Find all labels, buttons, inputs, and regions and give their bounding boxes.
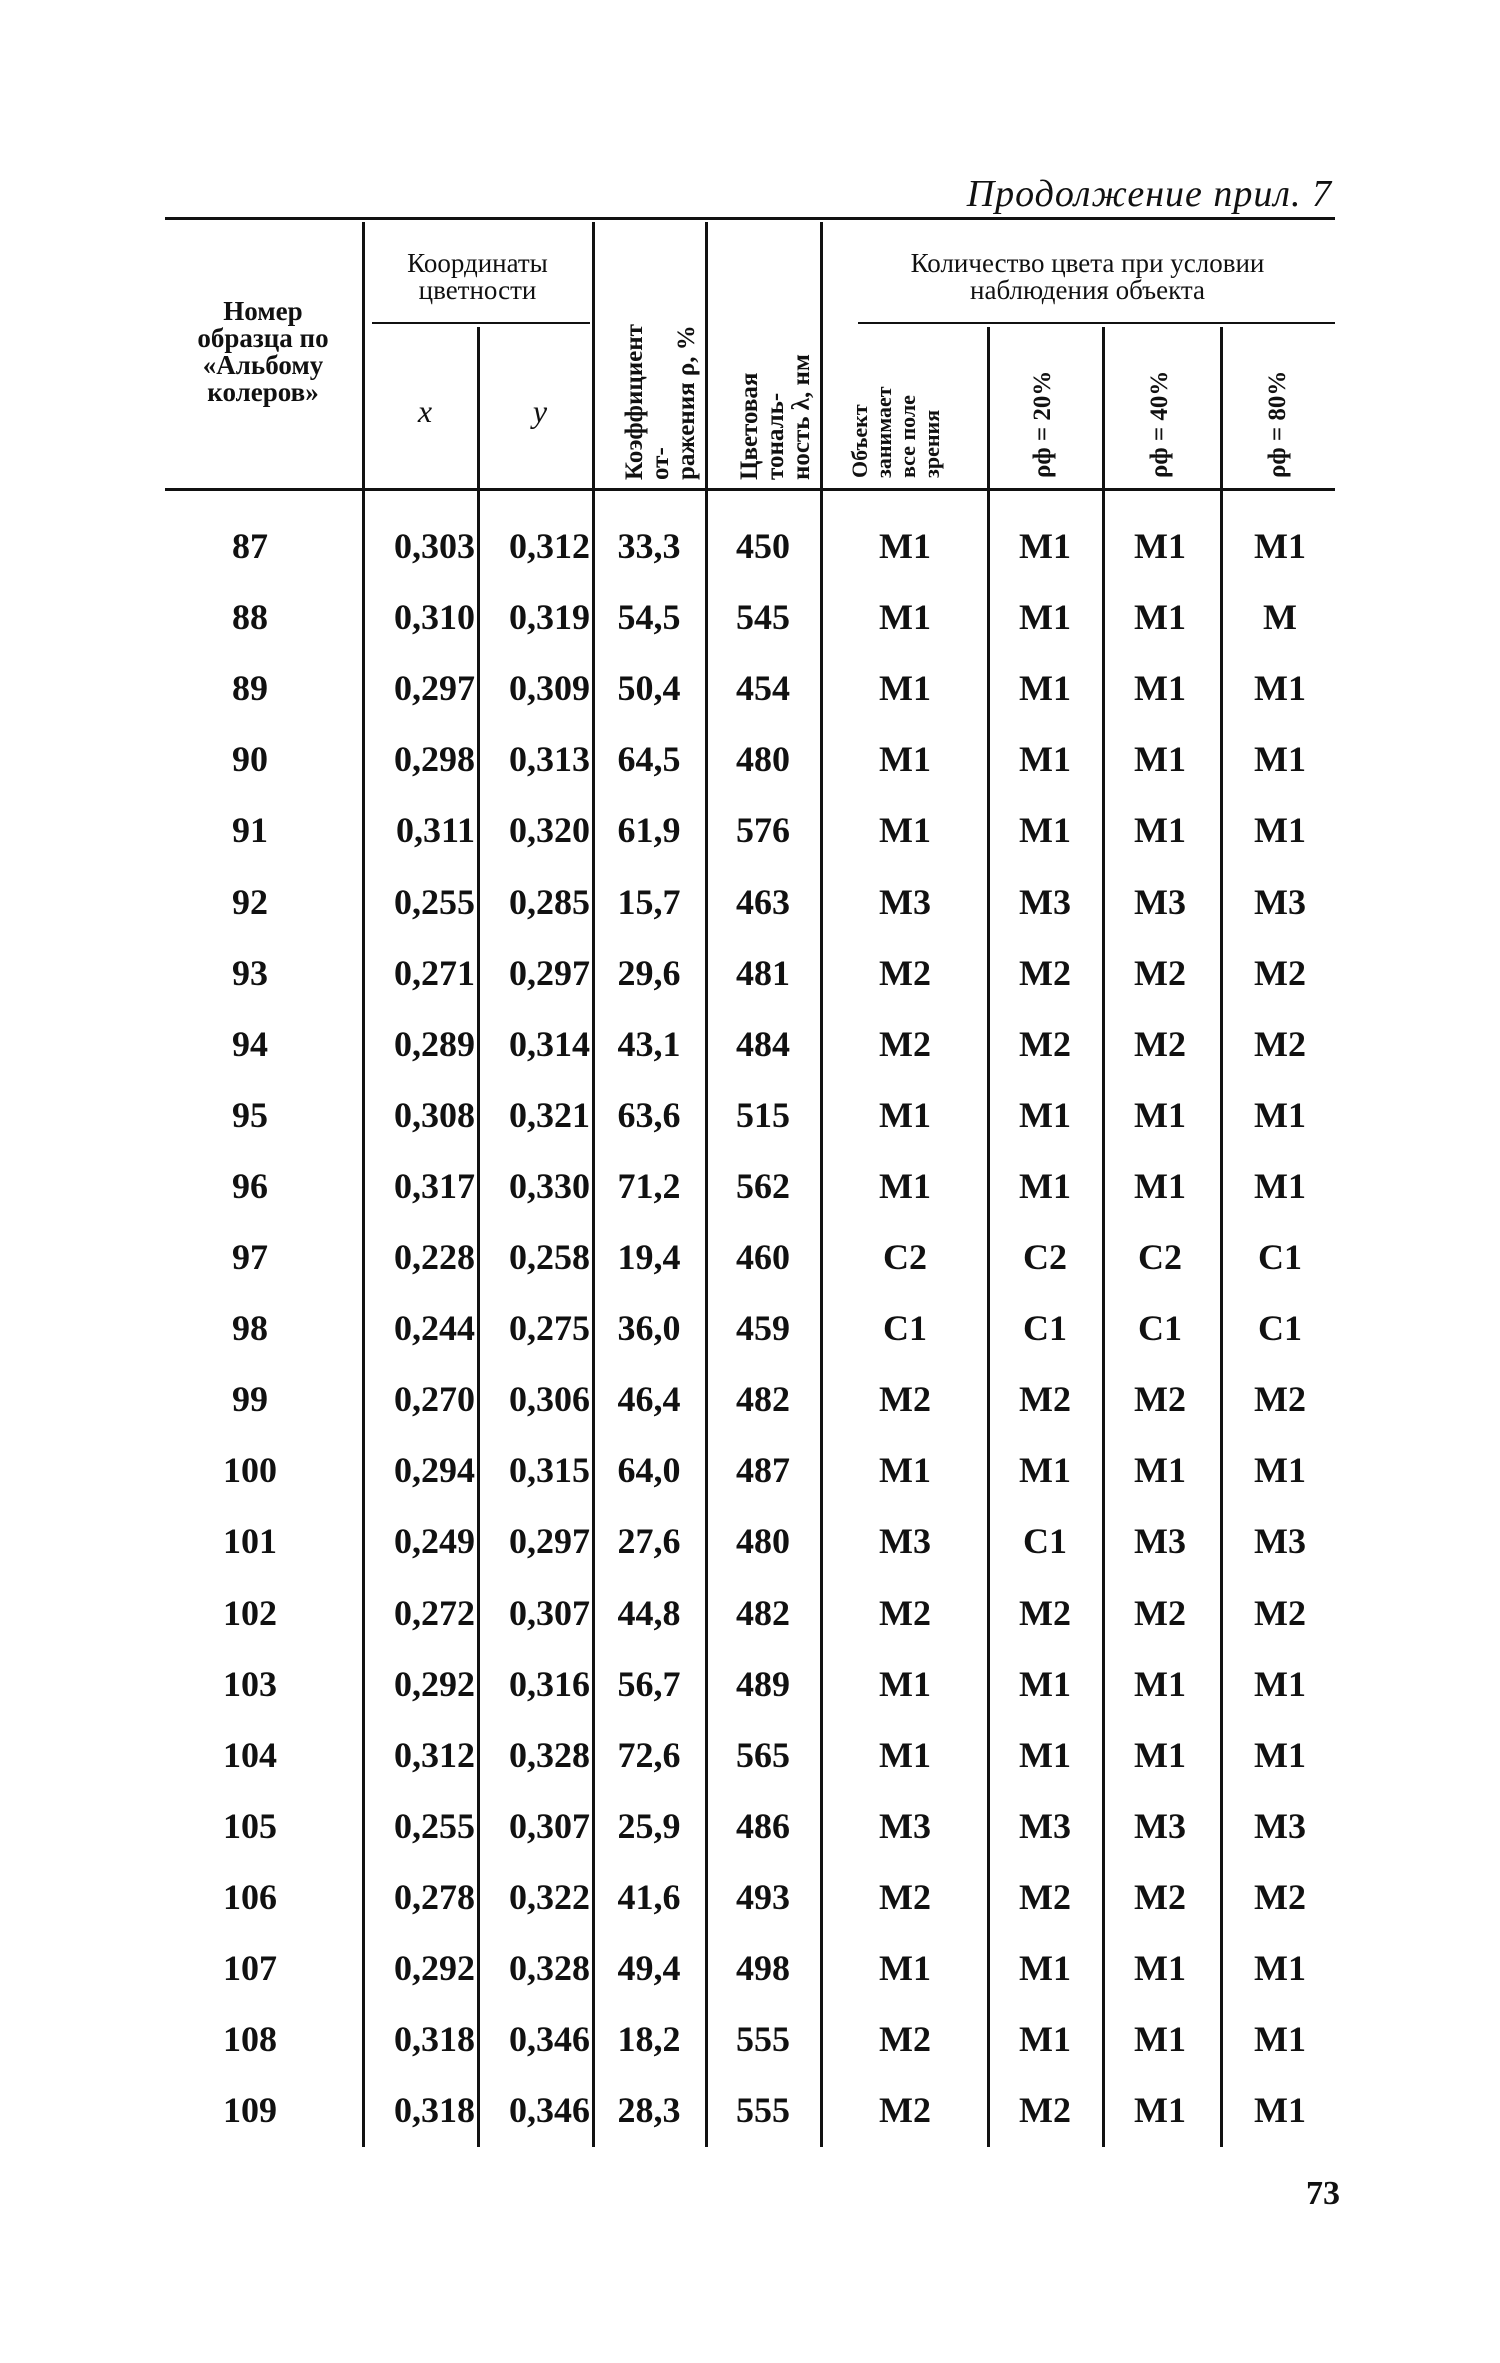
- full-field-cell: M2: [879, 1379, 931, 1420]
- coord-x-cell: 0,272: [394, 1592, 475, 1633]
- sample-number-cell: 97: [232, 1237, 268, 1277]
- full-field-cell: M2: [879, 1592, 931, 1633]
- coord-x-cell: 0,318: [394, 2019, 475, 2060]
- rho20-cell: M3: [1019, 881, 1071, 922]
- header-x: x: [417, 393, 433, 429]
- rho40-cell: M3: [1134, 1805, 1186, 1846]
- tonality-cell: 459: [736, 1308, 790, 1349]
- coord-x-cell: 0,244: [394, 1308, 475, 1349]
- tonality-cell: 482: [736, 1379, 790, 1420]
- rho40-cell: M1: [1134, 526, 1186, 566]
- reflection-cell: 56,7: [617, 1663, 681, 1704]
- reflection-cell: 18,2: [617, 2019, 681, 2060]
- coord-x-cell: 0,318: [394, 2090, 475, 2131]
- coord-y-cell: 0,309: [509, 668, 590, 709]
- rho20-cell: M1: [1019, 810, 1071, 851]
- sample-number-cell: 94: [232, 1023, 268, 1064]
- full-field-cell: M1: [879, 597, 931, 638]
- sample-number-cell: 93: [232, 952, 268, 993]
- coord-x-cell: 0,278: [394, 1876, 475, 1917]
- reflection-cell: 25,9: [617, 1805, 681, 1846]
- rho80-cell: M1: [1254, 1165, 1306, 1206]
- coord-x-cell: 0,255: [394, 1805, 475, 1846]
- full-field-cell: M1: [879, 739, 931, 780]
- full-field-cell: M1: [879, 526, 931, 566]
- full-field-cell: M1: [879, 1450, 931, 1491]
- rho20-cell: M1: [1019, 2019, 1071, 2060]
- rho40-cell: M2: [1134, 1876, 1186, 1917]
- rho80-cell: C1: [1258, 1308, 1302, 1349]
- reflection-cell: 44,8: [617, 1592, 681, 1633]
- rho20-cell: M1: [1019, 1450, 1071, 1491]
- table-row: [0, 800, 1500, 860]
- tonality-cell: 450: [736, 526, 790, 566]
- rho20-cell: M1: [1019, 1165, 1071, 1206]
- rho20-cell: M2: [1019, 1876, 1071, 1917]
- reflection-cell: 72,6: [617, 1734, 681, 1775]
- rho20-cell: M1: [1019, 668, 1071, 709]
- sample-number-cell: 99: [232, 1379, 268, 1420]
- tonality-cell: 454: [736, 668, 790, 709]
- sample-number-cell: 96: [232, 1165, 268, 1206]
- table-row: [0, 2009, 1500, 2069]
- tonality-cell: 480: [736, 739, 790, 780]
- tonality-cell: 515: [736, 1094, 790, 1135]
- rho80-cell: M1: [1254, 1948, 1306, 1988]
- sample-number-cell: 107: [223, 1948, 277, 1988]
- full-field-cell: M2: [879, 952, 931, 993]
- reflection-cell: 61,9: [617, 810, 681, 851]
- rho20-cell: M2: [1019, 1023, 1071, 1064]
- rho80-cell: M1: [1254, 1663, 1306, 1704]
- rho40-cell: M2: [1134, 1379, 1186, 1420]
- full-field-cell: M3: [879, 881, 931, 922]
- coord-y-cell: 0,258: [509, 1237, 590, 1277]
- rho40-cell: M2: [1134, 1592, 1186, 1633]
- rho80-cell: M3: [1254, 881, 1306, 922]
- sample-number-cell: 105: [223, 1805, 277, 1846]
- sample-number-cell: 109: [223, 2090, 277, 2131]
- sample-number-cell: 91: [232, 810, 268, 851]
- tonality-cell: 545: [736, 597, 790, 638]
- rho40-cell: M1: [1134, 2019, 1186, 2060]
- rho20-cell: M1: [1019, 1948, 1071, 1988]
- reflection-cell: 64,5: [617, 739, 681, 780]
- sample-number-cell: 88: [232, 597, 268, 638]
- rho40-cell: M3: [1134, 1521, 1186, 1562]
- sample-number-cell: 100: [223, 1450, 277, 1491]
- full-field-cell: M2: [879, 2019, 931, 2060]
- sample-number-cell: 103: [223, 1663, 277, 1704]
- tonality-cell: 480: [736, 1521, 790, 1562]
- coord-y-cell: 0,297: [509, 952, 590, 993]
- coordinates-subheader-rule: [372, 322, 590, 324]
- rho80-cell: M1: [1254, 2019, 1306, 2060]
- coord-y-cell: 0,306: [509, 1379, 590, 1420]
- rho20-cell: M1: [1019, 597, 1071, 638]
- coord-x-cell: 0,317: [394, 1165, 475, 1206]
- rho80-cell: M: [1263, 597, 1297, 638]
- reflection-cell: 64,0: [617, 1450, 681, 1491]
- rho80-cell: M3: [1254, 1805, 1306, 1846]
- coord-x-cell: 0,228: [394, 1237, 475, 1277]
- coord-x-cell: 0,270: [394, 1379, 475, 1420]
- table-top-rule: [165, 217, 1335, 220]
- coord-y-cell: 0,320: [509, 810, 590, 851]
- tonality-cell: 481: [736, 952, 790, 993]
- tonality-cell: 463: [736, 881, 790, 922]
- rho80-cell: C1: [1258, 1237, 1302, 1277]
- tonality-cell: 493: [736, 1876, 790, 1917]
- coord-y-cell: 0,346: [509, 2019, 590, 2060]
- rho40-cell: M1: [1134, 668, 1186, 709]
- rho40-cell: M1: [1134, 1734, 1186, 1775]
- tonality-cell: 484: [736, 1023, 790, 1064]
- coord-x-cell: 0,308: [394, 1094, 475, 1135]
- tonality-cell: 576: [736, 810, 790, 851]
- table-row: [0, 587, 1500, 647]
- sample-number-cell: 98: [232, 1308, 268, 1349]
- reflection-cell: 28,3: [617, 2090, 681, 2131]
- table-row: [0, 1796, 1500, 1856]
- coord-x-cell: 0,292: [394, 1663, 475, 1704]
- sample-number-cell: 89: [232, 668, 268, 709]
- coord-y-cell: 0,307: [509, 1805, 590, 1846]
- table-row: [0, 1227, 1500, 1287]
- sample-number-cell: 90: [232, 739, 268, 780]
- coord-y-cell: 0,319: [509, 597, 590, 638]
- sample-number-cell: 108: [223, 2019, 277, 2060]
- rho40-cell: M3: [1134, 881, 1186, 922]
- reflection-cell: 27,6: [617, 1521, 681, 1562]
- full-field-cell: M1: [879, 1094, 931, 1135]
- coord-x-cell: 0,292: [394, 1948, 475, 1988]
- rho20-cell: M3: [1019, 1805, 1071, 1846]
- tonality-cell: 565: [736, 1734, 790, 1775]
- rho40-cell: M2: [1134, 952, 1186, 993]
- coord-y-cell: 0,314: [509, 1023, 590, 1064]
- reflection-cell: 54,5: [617, 597, 681, 638]
- coord-y-cell: 0,316: [509, 1663, 590, 1704]
- reflection-cell: 63,6: [617, 1094, 681, 1135]
- sample-number-cell: 104: [223, 1734, 277, 1775]
- coord-y-cell: 0,322: [509, 1876, 590, 1917]
- rho80-cell: M1: [1254, 1734, 1306, 1775]
- table-row: [0, 1369, 1500, 1429]
- full-field-cell: M2: [879, 2090, 931, 2131]
- coord-x-cell: 0,289: [394, 1023, 475, 1064]
- table-row: [0, 516, 1500, 576]
- reflection-cell: 43,1: [617, 1023, 681, 1064]
- coord-y-cell: 0,321: [509, 1094, 590, 1135]
- header-color-amount: Количество цвета при условии наблюдения объекта: [910, 248, 1265, 305]
- sample-number-cell: 87: [232, 526, 268, 566]
- full-field-cell: M1: [879, 668, 931, 709]
- table-row: [0, 1725, 1500, 1785]
- full-field-cell: C2: [883, 1237, 927, 1277]
- rho80-cell: M1: [1254, 1450, 1306, 1491]
- coord-x-cell: 0,310: [394, 597, 475, 638]
- coord-x-cell: 0,311: [395, 810, 475, 851]
- reflection-cell: 71,2: [617, 1165, 681, 1206]
- table-row: [0, 1440, 1500, 1500]
- rho20-cell: M2: [1019, 2090, 1071, 2131]
- header-y: y: [532, 393, 548, 429]
- table-row: [0, 1298, 1500, 1358]
- rho40-cell: M1: [1134, 810, 1186, 851]
- table-row: [0, 1654, 1500, 1714]
- coord-y-cell: 0,330: [509, 1165, 590, 1206]
- rho40-cell: M1: [1134, 1165, 1186, 1206]
- rho80-cell: M2: [1254, 952, 1306, 993]
- coord-x-cell: 0,294: [394, 1450, 475, 1491]
- full-field-cell: M3: [879, 1805, 931, 1846]
- full-field-cell: M1: [879, 1948, 931, 1988]
- rho80-cell: M1: [1254, 810, 1306, 851]
- table-row: [0, 943, 1500, 1003]
- coord-x-cell: 0,298: [394, 739, 475, 780]
- full-field-cell: M2: [879, 1023, 931, 1064]
- tonality-cell: 489: [736, 1663, 790, 1704]
- rho20-cell: C1: [1023, 1521, 1067, 1562]
- rho80-cell: M1: [1254, 2090, 1306, 2131]
- rho40-cell: C1: [1138, 1308, 1182, 1349]
- rho80-cell: M1: [1254, 526, 1306, 566]
- coord-y-cell: 0,297: [509, 1521, 590, 1562]
- header-bottom-rule: [165, 488, 1335, 491]
- rho20-cell: M2: [1019, 1379, 1071, 1420]
- continuation-caption: Продолжение прил. 7: [966, 173, 1332, 215]
- reflection-cell: 19,4: [617, 1237, 681, 1277]
- sample-number-cell: 101: [223, 1521, 277, 1562]
- reflection-cell: 41,6: [617, 1876, 681, 1917]
- tonality-cell: 487: [736, 1450, 790, 1491]
- coord-y-cell: 0,313: [509, 739, 590, 780]
- rho40-cell: M1: [1134, 1094, 1186, 1135]
- reflection-cell: 29,6: [617, 952, 681, 993]
- reflection-cell: 50,4: [617, 668, 681, 709]
- tonality-cell: 498: [736, 1948, 790, 1988]
- rho40-cell: M1: [1134, 1663, 1186, 1704]
- coord-x-cell: 0,249: [394, 1521, 475, 1562]
- tonality-cell: 486: [736, 1805, 790, 1846]
- rho20-cell: M1: [1019, 1663, 1071, 1704]
- table-row: [0, 658, 1500, 718]
- rho20-cell: M2: [1019, 952, 1071, 993]
- rho80-cell: M1: [1254, 739, 1306, 780]
- table-row: [0, 729, 1500, 789]
- rho80-cell: M2: [1254, 1023, 1306, 1064]
- sample-number-cell: 92: [232, 881, 268, 922]
- coord-y-cell: 0,328: [509, 1734, 590, 1775]
- tonality-cell: 555: [736, 2019, 790, 2060]
- rho20-cell: C1: [1023, 1308, 1067, 1349]
- sample-number-cell: 95: [232, 1094, 268, 1135]
- table-row: [0, 872, 1500, 932]
- reflection-cell: 46,4: [617, 1379, 681, 1420]
- table-row: [0, 1156, 1500, 1216]
- sample-number-cell: 102: [223, 1592, 277, 1633]
- full-field-cell: M1: [879, 810, 931, 851]
- rho20-cell: M1: [1019, 1734, 1071, 1775]
- coord-y-cell: 0,346: [509, 2090, 590, 2131]
- rho20-cell: M2: [1019, 1592, 1071, 1633]
- full-field-cell: M1: [879, 1663, 931, 1704]
- page-number: 73: [1306, 2175, 1340, 2212]
- coord-x-cell: 0,303: [394, 526, 475, 566]
- coord-y-cell: 0,312: [509, 526, 590, 566]
- rho80-cell: M3: [1254, 1521, 1306, 1562]
- tonality-cell: 482: [736, 1592, 790, 1633]
- table-row: [0, 1583, 1500, 1643]
- coord-x-cell: 0,255: [394, 881, 475, 922]
- coord-y-cell: 0,328: [509, 1948, 590, 1988]
- rho40-cell: M1: [1134, 739, 1186, 780]
- rho40-cell: M1: [1134, 1948, 1186, 1988]
- book-page: Продолжение прил. 7 Номер образца по «Альбому колеров» Координаты цветности x y Коэффициент от- ражения ρ, % Цветовая тональ- ность λ, нм Количество цвета при условии наблюдения объекта Объект занимает все поле зрения ρф = 20% ρф = 40% ρф = 80% 87 0,303 0,312 33,3 450 M1 M1 M1 M1 88 0,310 0,319 54,5 545 M1 M1 M1 M 89 0,297 0,309 50,4 454 M1 M1 M1 M1 90 0,298 0,313 64,5 480 M1 M1 M1 M1 91 0,311 0,320 61,9 576 M1 M1 M1 M1 92 0,255 0,285 15,7 463 M3 M3 M3 M3 93 0,271 0,297 29,6 481 M2 M2 M2 M2 94 0,289 0,314 43,1 484 M2 M2 M2 M2 95 0,308 0,321 63,6 515 M1 M1 M1 M1 96 0,317 0,330 71,2 562 M1 M1 M1 M1 97 0,228 0,258 19,4 460 C2 C2 C2 C1 98 0,244 0,275 36,0 459 C1 C1 C1 C1 99 0,270 0,306 46,4 482 M2 M2 M2 M2 100 0,294 0,315 64,0 487 M1 M1 M1 M1 101 0,249 0,297 27,6 480 M3 C1 M3 M3 102 0,272 0,307 44,8 482 M2 M2 M2 M2 103 0,292 0,316 56,7 489 M1 M1 M1 M1 104 0,312 0,328 72,6 565 M1 M1 M1 M1 105 0,255 0,307 25,9 486 M3 M3 M3 M3 106 0,278 0,322 41,6 493 M2 M2 M2 M2 107 0,292 0,328 49,4 498 M1 M1 M1 M1 108 0,318 0,346 18,2 555 M2 M1 M1 M1 109 0,318 0,346 28,3 555 M2 M2 M1 M1 73: [0, 0, 1500, 2363]
- coord-x-cell: 0,297: [394, 668, 475, 709]
- table-row: [0, 1867, 1500, 1927]
- coord-y-cell: 0,315: [509, 1450, 590, 1491]
- rho80-cell: M1: [1254, 668, 1306, 709]
- full-field-cell: M3: [879, 1521, 931, 1562]
- sample-number-cell: 106: [223, 1876, 277, 1917]
- rho20-cell: M1: [1019, 739, 1071, 780]
- table-row: [0, 1014, 1500, 1074]
- full-field-cell: M1: [879, 1165, 931, 1206]
- full-field-cell: M1: [879, 1734, 931, 1775]
- rho40-cell: C2: [1138, 1237, 1182, 1277]
- full-field-cell: C1: [883, 1308, 927, 1349]
- rho80-cell: M2: [1254, 1592, 1306, 1633]
- reflection-cell: 49,4: [617, 1948, 681, 1988]
- rho80-cell: M1: [1254, 1094, 1306, 1135]
- rho40-cell: M1: [1134, 2090, 1186, 2131]
- reflection-cell: 33,3: [617, 526, 681, 566]
- rho20-cell: C2: [1023, 1237, 1067, 1277]
- coord-y-cell: 0,307: [509, 1592, 590, 1633]
- header-sample-number: Номер образца по «Альбому колеров»: [197, 296, 329, 407]
- tonality-cell: 460: [736, 1237, 790, 1277]
- tonality-cell: 562: [736, 1165, 790, 1206]
- reflection-cell: 36,0: [617, 1308, 681, 1349]
- header-coordinates: Координаты цветности: [407, 248, 548, 305]
- table-row: [0, 1085, 1500, 1145]
- rho80-cell: M2: [1254, 1876, 1306, 1917]
- table-row: [0, 1511, 1500, 1571]
- table-row: [0, 2080, 1500, 2140]
- coord-x-cell: 0,312: [394, 1734, 475, 1775]
- reflection-cell: 15,7: [617, 881, 681, 922]
- rho40-cell: M1: [1134, 597, 1186, 638]
- rho40-cell: M2: [1134, 1023, 1186, 1064]
- coord-y-cell: 0,275: [509, 1308, 590, 1349]
- full-field-cell: M2: [879, 1876, 931, 1917]
- rho20-cell: M1: [1019, 526, 1071, 566]
- coord-x-cell: 0,271: [394, 952, 475, 993]
- coord-y-cell: 0,285: [509, 881, 590, 922]
- rho80-cell: M2: [1254, 1379, 1306, 1420]
- tonality-cell: 555: [736, 2090, 790, 2131]
- rho40-cell: M1: [1134, 1450, 1186, 1491]
- rho20-cell: M1: [1019, 1094, 1071, 1135]
- table-row: [0, 1938, 1500, 1998]
